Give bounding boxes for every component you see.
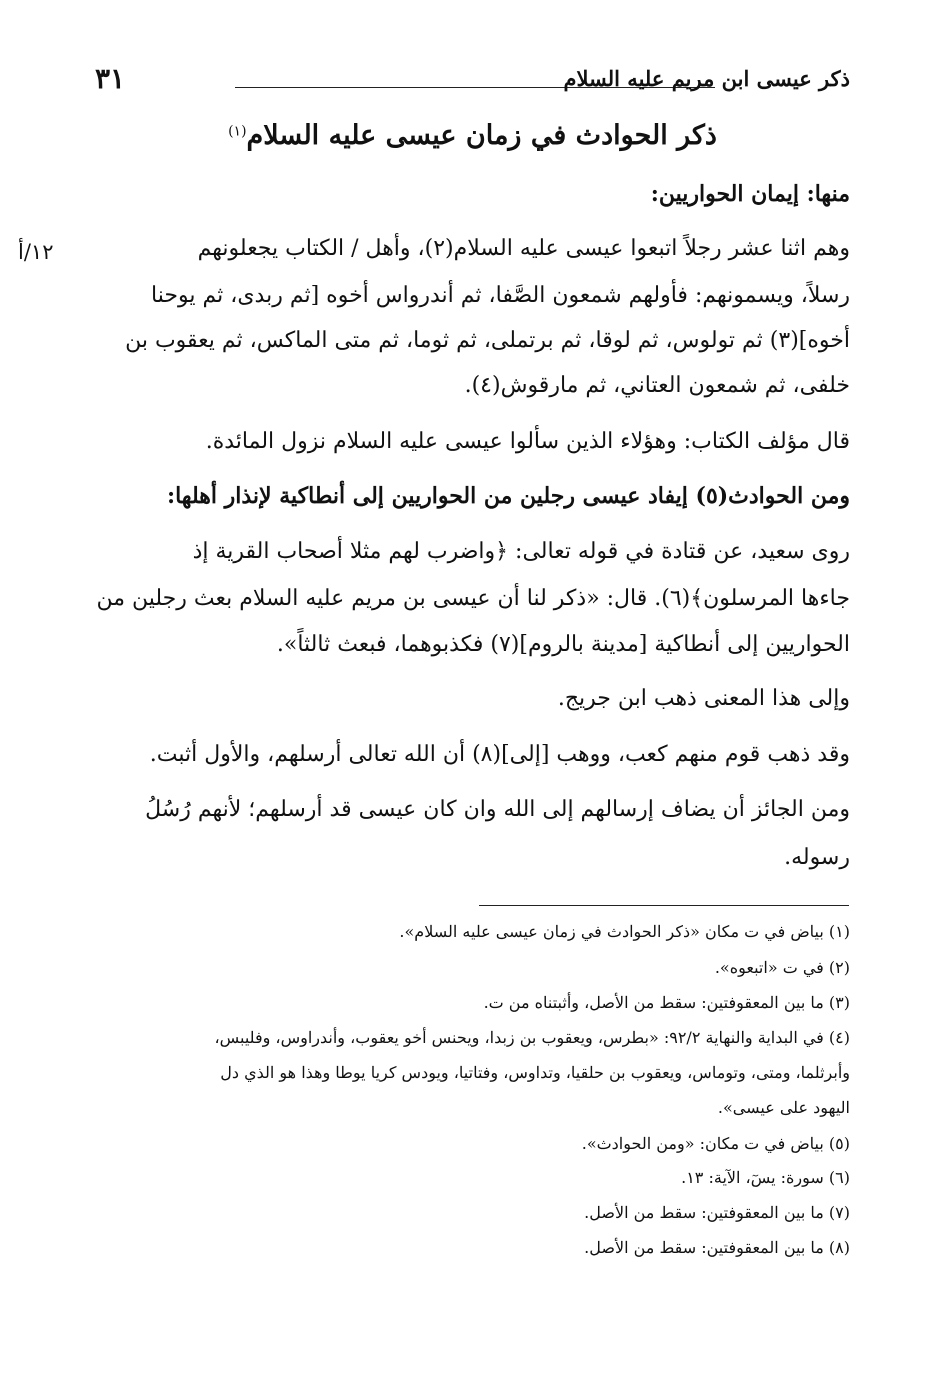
page-number: ٣١ — [95, 62, 126, 95]
footnote: (١) بياض في ت مكان «ذكر الحوادث في زمان عيسى عليه السلام». — [399, 922, 850, 941]
paragraph-kab-wahb: وقد ذهب قوم منهم كعب، ووهب [إلى](٨) أن الله تعالى أرسلهم، والأول أثبت. — [149, 742, 850, 767]
subheading-antioch: ومن الحوادث(٥) إيفاد عيسى رجلين من الحواريين إلى أنطاكية لإنذار أهلها: — [166, 483, 850, 509]
paragraph-line: الحواريين إلى أنطاكية [مدينة بالروم](٧) فكذبوهما، فبعث ثالثاً». — [276, 632, 850, 657]
footnote: (٨) ما بين المعقوفتين: سقط من الأصل. — [584, 1238, 850, 1257]
margin-folio-note: ١٢/أ — [18, 240, 54, 264]
running-head — [95, 62, 850, 102]
footnote: وأبرثلما، ومتى، وتوماس، ويعقوب بن حلقيا، وتداوس، وفتاتيا، ويودس كريا يوطا وهذا هو الذي دل — [220, 1063, 850, 1082]
paragraph-line: ومن الجائز أن يضاف إرسالهم إلى الله وان كان عيسى قد أرسلهم؛ لأنهم رُسُلُ — [145, 797, 850, 822]
paragraph-ibn-jurayj: وإلى هذا المعنى ذهب ابن جريج. — [557, 686, 850, 711]
footnote: (٤) في البداية والنهاية ٩٢/٢: «بطرس، ويعقوب بن زبدا، ويحنس أخو يعقوب، وأندراوس، وفليبس، — [214, 1028, 850, 1047]
running-title: ذكر عيسى ابن مريم عليه السلام — [563, 66, 850, 91]
footnote: (٢) في ت «اتبعوه». — [714, 958, 850, 977]
paragraph-line: وهم اثنا عشر رجلاً اتبعوا عيسى عليه السلام(٢)، وأهل / الكتاب يجعلونهم — [197, 236, 850, 261]
footnote: (٥) بياض في ت مكان: «ومن الحوادث». — [581, 1134, 850, 1153]
paragraph-author-note: قال مؤلف الكتاب: وهؤلاء الذين سألوا عيسى عليه السلام نزول المائدة. — [205, 429, 850, 454]
subheading-disciples: منها: إيمان الحواريين: — [650, 181, 850, 207]
footnote: (٧) ما بين المعقوفتين: سقط من الأصل. — [584, 1203, 850, 1222]
paragraph-line: رسلاً، ويسمونهم: فأولهم شمعون الصَّفا، ثم أندرواس أخوه [ثم ربدى، ثم يوحنا — [151, 283, 850, 308]
chapter-title: ذكر الحوادث في زمان عيسى عليه السلام — [246, 120, 717, 151]
paragraph-line: رسوله. — [784, 845, 850, 870]
paragraph-line: أخوه](٣) ثم تولوس، ثم لوقا، ثم برتملى، ثم ثوما، ثم متى الماكس، ثم يعقوب بن — [125, 328, 850, 353]
paragraph-line: جاءها المرسلون﴾(٦). قال: «ذكر لنا أن عيسى بن مريم عليه السلام بعث رجلين من — [96, 586, 850, 611]
chapter-title-line — [95, 120, 850, 151]
footnote-rule — [479, 905, 849, 906]
footnote: اليهود على عيسى». — [717, 1098, 850, 1117]
paragraph-line: روى سعيد، عن قتادة في قوله تعالى: ﴿واضرب لهم مثلا أصحاب القرية إذ — [192, 539, 850, 564]
chapter-footnote-marker: (١) — [228, 123, 247, 140]
footnote: (٦) سورة: يسٓ، الآية: ١٣. — [681, 1168, 850, 1187]
paragraph-line: خلفى، ثم شمعون العتاني، ثم مارقوش(٤). — [464, 373, 850, 398]
footnote: (٣) ما بين المعقوفتين: سقط من الأصل، وأثبتناه من ت. — [483, 993, 850, 1012]
